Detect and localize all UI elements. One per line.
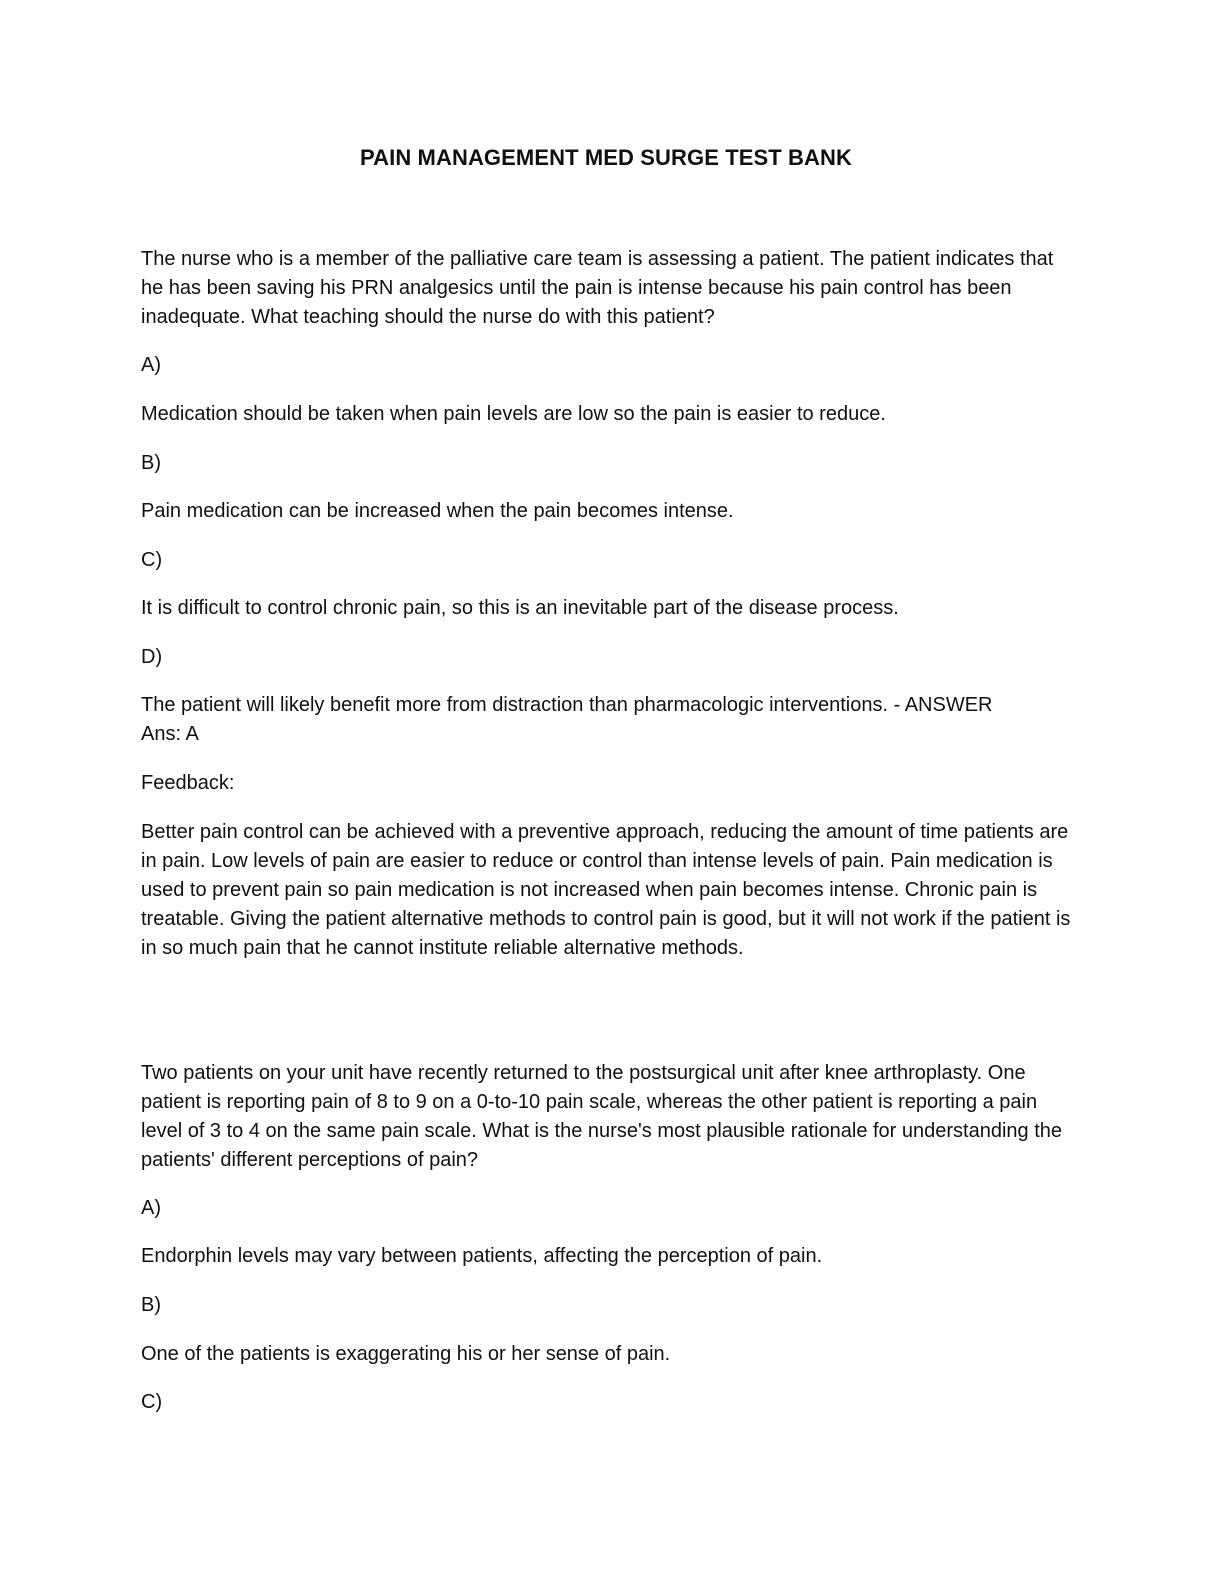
q1-option-a-label: A) <box>141 354 161 376</box>
q2-option-c-label: C) <box>141 1391 163 1413</box>
q1-option-c-label: C) <box>141 549 163 571</box>
q1-answer: Ans: A <box>141 723 199 745</box>
q2-option-b-label: B) <box>141 1294 161 1316</box>
q1-option-a-text: Medication should be taken when pain levels are low so the pain is easier to reduce. <box>141 403 886 425</box>
q1-option-b-text: Pain medication can be increased when the pain becomes intense. <box>141 500 734 522</box>
question-1-text: The nurse who is a member of the palliative care team is assessing a patient. The patient indicates that he has been saving his PRN analgesics until the pain is intense because his pain control has been inadequate. What teaching should the nurse do with this patient? <box>141 248 1054 328</box>
q1-option-d-text: The patient will likely benefit more from distraction than pharmacologic interventions. - ANSWER <box>141 694 993 716</box>
document-title: PAIN MANAGEMENT MED SURGE TEST BANK <box>360 145 852 170</box>
q2-option-a-text: Endorphin levels may vary between patients, affecting the perception of pain. <box>141 1245 823 1267</box>
question-2-text: Two patients on your unit have recently returned to the postsurgical unit after knee arthroplasty. One patient is reporting pain of 8 to 9 on a 0-to-10 pain scale, whereas the other patient is reporting a pain level of 3 to 4 on the same pain scale. What is the nurse's most plausible rationale for understanding the patients' different perceptions of pain? <box>141 1062 1063 1171</box>
q1-option-d-label: D) <box>141 646 163 668</box>
q1-option-b-label: B) <box>141 452 161 474</box>
q2-option-b-text: One of the patients is exaggerating his or her sense of pain. <box>141 1343 671 1365</box>
q1-feedback-label: Feedback: <box>141 772 235 794</box>
q1-option-c-text: It is difficult to control chronic pain, so this is an inevitable part of the disease process. <box>141 597 899 619</box>
q2-option-a-label: A) <box>141 1197 161 1219</box>
q1-feedback-text: Better pain control can be achieved with a preventive approach, reducing the amount of time patients are in pain. Low levels of pain are easier to reduce or control than intense levels of pain. Pain medication is used to prevent pain so pain medication is not increased when pain becomes intense. Chronic pain is treatable. Giving the patient alternative methods to control pain is good, but it will not work if the patient is in so much pain that he cannot institute reliable alternative methods. <box>141 821 1071 959</box>
